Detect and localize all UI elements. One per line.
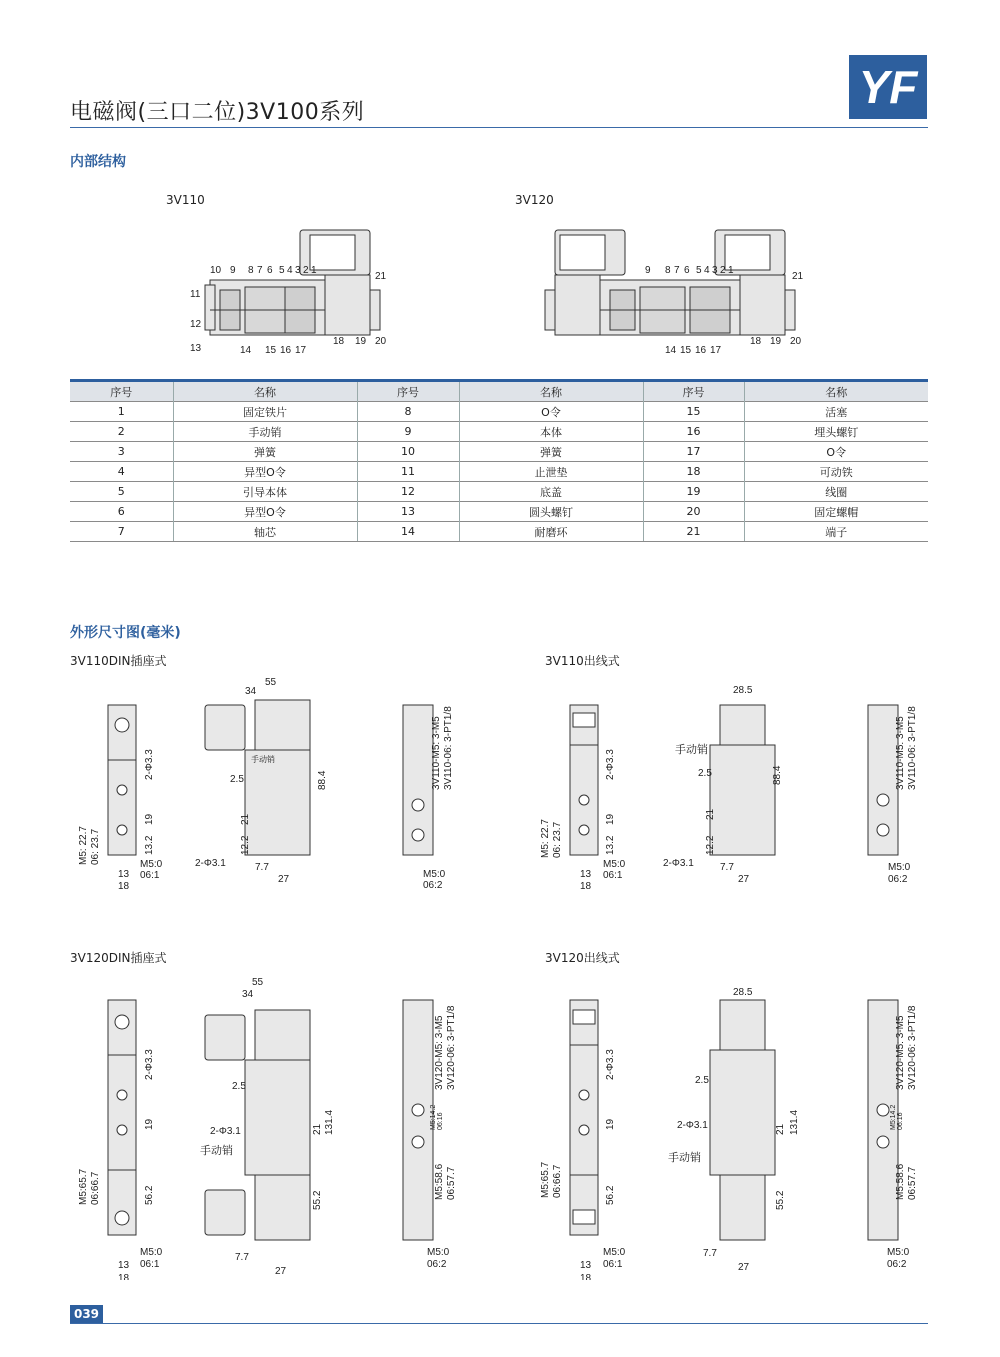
label-text: 2.5 [230,774,244,785]
table-cell: 13 [357,502,459,522]
label-text: M5: 22.7 [78,826,89,865]
label-text: M5:0 [887,1247,910,1258]
label-text: 13.2 [605,835,616,855]
label-text: 手动销 [675,744,708,756]
group-label-3v110-din: 3V110DIN插座式 [70,654,167,668]
label-text: 06:2 [427,1259,447,1270]
col-header: 序号 [643,381,744,402]
label-text: 18 [333,336,345,347]
yf-logo [849,55,927,119]
label-text: 19 [605,1118,616,1130]
label-text: 3V120-M5: 3-M5 [895,1015,906,1090]
table-cell: 止泄垫 [459,462,643,482]
label-text: 21 [240,813,251,825]
table-cell: 17 [643,442,744,462]
label-text: 17 [295,345,307,356]
label-text: M5:0 [603,1247,626,1258]
table-cell: 16 [643,422,744,442]
table-cell: 埋头螺钉 [744,422,928,442]
dimension-drawing-3v110-din [70,670,470,895]
table-cell: 2 [70,422,173,442]
label-text: 06:2 [423,880,443,891]
logo-text: YF [858,61,918,113]
label-text: 18 [118,1273,130,1280]
label-text: 131.4 [789,1109,800,1135]
label-text: 06: 23.7 [552,821,563,858]
label-text: 1 [728,265,734,276]
label-text: 06:2 [887,1259,907,1270]
table-cell: 圆头螺钉 [459,502,643,522]
label-text: 2-Φ3.3 [605,1049,616,1080]
label-text: M5:14.2 [430,1104,437,1130]
label-text: 88.4 [772,765,783,785]
table-cell: 本体 [459,422,643,442]
table-cell: 耐磨环 [459,522,643,542]
parts-table [70,379,928,542]
label-text: 55 [265,677,277,688]
label-text: 2.5 [698,768,712,779]
label-text: 21 [792,271,804,282]
table-cell: 弹簧 [173,442,357,462]
label-text: 7.7 [703,1248,717,1259]
label-text: 7 [257,265,263,276]
label-text: M5:58.6 [895,1163,906,1200]
label-text: 06:57.7 [907,1166,918,1200]
label-text: 15 [265,345,277,356]
label-text: 2.5 [695,1075,709,1086]
group-label-3v120-din: 3V120DIN插座式 [70,951,167,965]
label-text: 2-Φ3.1 [663,858,694,869]
table-row [70,462,928,482]
label-text: 19 [770,336,782,347]
label-text: 55 [252,977,264,988]
label-text: 7.7 [720,862,734,873]
label-text: 19 [144,1118,155,1130]
table-cell: 4 [70,462,173,482]
label-text: 3V120-M5: 3-M5 [434,1015,445,1090]
table-row [70,442,928,462]
col-header: 名称 [744,381,928,402]
table-cell: 固定铁片 [173,402,357,422]
label-text: 18 [118,881,130,892]
label-text: M5:65.7 [540,1161,551,1198]
label-text: M5:58.6 [434,1163,445,1200]
label-text: 27 [275,1266,287,1277]
table-row [70,522,928,542]
table-cell: 9 [357,422,459,442]
table-cell: 7 [70,522,173,542]
label-text: M5:0 [140,859,163,870]
label-text: 88.4 [317,770,328,790]
label-text: 13 [580,869,592,880]
table-row [70,482,928,502]
label-text: 8 [248,265,254,276]
label-text: M5:0 [603,859,626,870]
label-text: 5 [279,265,285,276]
table-cell: 端子 [744,522,928,542]
label-text: 1 [311,265,317,276]
table-cell: 可动铁 [744,462,928,482]
label-text: 9 [230,265,236,276]
internal-label-3v110: 3V110 [166,193,205,207]
col-header: 序号 [70,381,173,402]
label-text: 27 [738,1262,750,1273]
label-text: 21 [312,1123,323,1135]
label-text: 7.7 [255,862,269,873]
label-text: 06:1 [140,870,160,881]
label-text: 34 [245,686,257,697]
label-text: M5:14.2 [890,1104,897,1130]
label-text: 14 [240,345,252,356]
label-text: 12.2 [705,835,716,855]
table-cell: 20 [643,502,744,522]
label-text: 15 [680,345,692,356]
label-text: 18 [580,1273,592,1280]
table-cell: 活塞 [744,402,928,422]
bottom-rule [70,1323,928,1324]
table-cell: 异型O令 [173,462,357,482]
internal-label-3v120: 3V120 [515,193,554,207]
label-text: 17 [710,345,722,356]
label-text: 55.2 [775,1190,786,1210]
page-number: 039 [70,1305,103,1323]
table-cell: 手动销 [173,422,357,442]
label-text: 19 [355,336,367,347]
title-rule [70,127,928,128]
label-text: 13.2 [144,835,155,855]
label-text: 56.2 [605,1185,616,1205]
label-text: 06:16 [437,1112,444,1130]
label-text: 4 [704,265,710,276]
label-text: 18 [750,336,762,347]
label-text: 10 [210,265,222,276]
label-text: 11 [190,289,201,300]
label-text: 3 [295,265,301,276]
label-text: 06: 23.7 [90,828,101,865]
label-text: 06:1 [603,870,623,881]
label-text: 3V120-06: 3-PT1/8 [446,1005,457,1090]
label-text: M5:65.7 [78,1168,89,1205]
label-text: 13 [580,1260,592,1271]
label-text: 55.2 [312,1190,323,1210]
label-text: 06:66.7 [90,1171,101,1205]
label-text: 20 [790,336,802,347]
table-cell: 19 [643,482,744,502]
label-text: 06:16 [897,1112,904,1130]
label-text: 06:2 [888,874,908,885]
label-text: 手动销 [200,1145,233,1157]
table-cell: 线圈 [744,482,928,502]
section-diagram-3v110 [185,225,395,360]
label-text: 34 [242,989,254,1000]
internal-structure-heading: 内部结构 [70,154,126,170]
label-text: 2-Φ3.1 [195,858,226,869]
label-text: 2-Φ3.3 [605,749,616,780]
label-text: 8 [665,265,671,276]
table-row [70,502,928,522]
label-text: 28.5 [733,987,753,998]
label-text: 14 [665,345,677,356]
label-text: 7.7 [235,1252,249,1263]
table-cell: 12 [357,482,459,502]
table-cell: 15 [643,402,744,422]
group-label-3v110-wire: 3V110出线式 [545,654,620,668]
label-text: 21 [775,1123,786,1135]
label-text: 19 [144,813,155,825]
label-text: 6 [684,265,690,276]
label-text: 9 [645,265,651,276]
label-text: 16 [695,345,707,356]
dimension-drawing-3v120-wire [535,970,925,1280]
section-diagram-3v120 [540,225,815,360]
label-text: 06:66.7 [552,1164,563,1198]
label-text: 4 [287,265,293,276]
table-row [70,402,928,422]
col-header: 名称 [173,381,357,402]
label-text: 12 [190,319,202,330]
group-label-3v120-wire: 3V120出线式 [545,951,620,965]
table-cell: 弹簧 [459,442,643,462]
label-text: 3V110-06: 3-PT1/8 [907,706,918,790]
label-text: 13 [190,343,202,354]
label-text: 21 [375,271,387,282]
table-cell: 8 [357,402,459,422]
label-text: 手动销 [251,755,275,764]
table-cell: 18 [643,462,744,482]
table-cell: 21 [643,522,744,542]
table-header-row [70,381,928,402]
label-text: 20 [375,336,387,347]
label-text: 27 [738,874,750,885]
label-text: 16 [280,345,292,356]
label-text: 3 [712,265,718,276]
label-text: 3V120-06: 3-PT1/8 [907,1005,918,1090]
label-text: M5:0 [427,1247,450,1258]
dimension-drawing-3v120-din [70,970,470,1280]
label-text: 21 [705,808,716,820]
label-text: 手动销 [668,1152,701,1164]
label-text: 06:57.7 [446,1166,457,1200]
table-cell: 1 [70,402,173,422]
table-cell: 11 [357,462,459,482]
label-text: 3V110-M5: 3-M5 [431,716,442,790]
table-cell: O令 [459,402,643,422]
col-header: 名称 [459,381,643,402]
label-text: 06:1 [140,1259,160,1270]
label-text: 18 [580,881,592,892]
label-text: 12.2 [240,835,251,855]
dimensions-heading: 外形尺寸图(毫米) [70,625,181,641]
label-text: 7 [674,265,680,276]
col-header: 序号 [357,381,459,402]
table-cell: 3 [70,442,173,462]
label-text: 56.2 [144,1185,155,1205]
label-text: M5:0 [423,869,446,880]
label-text: 2.5 [232,1081,246,1092]
label-text: M5:0 [140,1247,163,1258]
label-text: 27 [278,874,290,885]
label-text: 6 [267,265,273,276]
table-cell: 固定螺帽 [744,502,928,522]
label-text: 131.4 [324,1109,335,1135]
label-text: 13 [118,869,130,880]
table-cell: 14 [357,522,459,542]
label-text: 2 [720,265,726,276]
table-cell: 引导本体 [173,482,357,502]
label-text: 2-Φ3.1 [210,1126,241,1137]
label-text: 3V110-06: 3-PT1/8 [443,706,454,790]
table-cell: 异型O令 [173,502,357,522]
label-text: 3V110-M5: 3-M5 [895,716,906,790]
table-cell: 5 [70,482,173,502]
table-cell: 10 [357,442,459,462]
page-title: 电磁阀(三口二位)3V100系列 [70,100,365,125]
table-cell: O令 [744,442,928,462]
table-row [70,422,928,442]
label-text: 28.5 [733,685,753,696]
label-text: 2 [303,265,309,276]
label-text: 13 [118,1260,130,1271]
label-text: 2-Φ3.1 [677,1120,708,1131]
label-text: 2-Φ3.3 [144,1049,155,1080]
table-cell: 6 [70,502,173,522]
label-text: M5: 22.7 [540,819,551,858]
table-cell: 轴芯 [173,522,357,542]
label-text: 06:1 [603,1259,623,1270]
label-text: 5 [696,265,702,276]
label-text: 2-Φ3.3 [144,749,155,780]
label-text: M5:0 [888,862,911,873]
label-text: 19 [605,813,616,825]
dimension-drawing-3v110-wire [535,670,925,895]
table-cell: 底盖 [459,482,643,502]
